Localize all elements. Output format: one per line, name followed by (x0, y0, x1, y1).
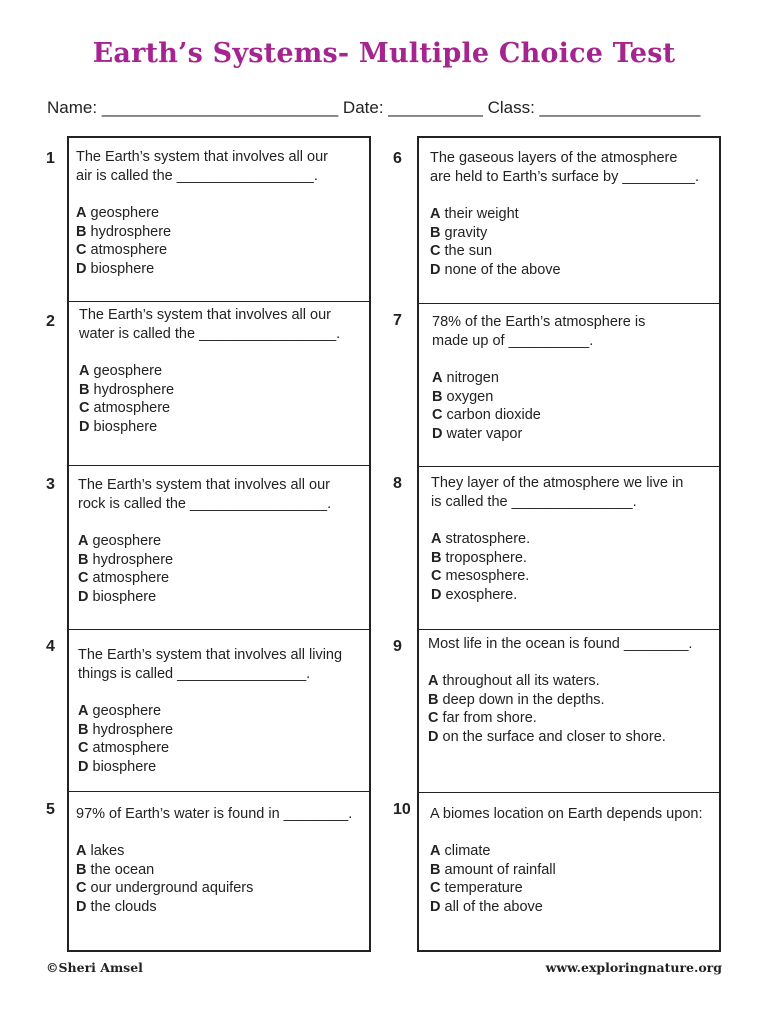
option-letter: B (76, 861, 87, 878)
option-text: geosphere (89, 363, 163, 379)
option-text: stratosphere. (441, 531, 531, 547)
option-letter: D (430, 261, 441, 278)
answer-option-d[interactable] (430, 261, 561, 280)
option-text: exosphere. (441, 586, 518, 603)
option-text: biosphere (89, 418, 158, 435)
answer-options (431, 530, 530, 604)
question-text (79, 306, 340, 344)
option-letter: C (76, 880, 87, 897)
option-letter: C (428, 710, 439, 727)
option-letter: A (78, 703, 89, 719)
option-letter: B (431, 549, 442, 566)
option-text: carbon dioxide (442, 407, 541, 424)
option-text: geosphere (88, 533, 162, 549)
answer-option-b[interactable] (78, 551, 173, 570)
option-letter: C (432, 407, 443, 424)
answer-options (79, 362, 174, 436)
option-letter: D (79, 418, 90, 435)
question-line: water is called the _________________. (79, 326, 341, 342)
option-text: on the surface and closer to shore. (438, 728, 666, 745)
answer-option-b[interactable] (78, 721, 173, 740)
question-line: is called the _______________. (431, 494, 637, 510)
answer-option-b[interactable] (76, 223, 171, 242)
option-letter: B (76, 223, 87, 240)
option-letter: A (430, 843, 441, 859)
option-text: the sun (440, 243, 493, 260)
answer-option-a[interactable] (431, 530, 530, 549)
option-text: geosphere (86, 205, 160, 221)
option-letter: A (431, 531, 442, 547)
answer-option-c[interactable] (78, 739, 173, 758)
date-blank[interactable]: __________ (388, 98, 483, 117)
question-number: 3 (46, 476, 55, 493)
option-letter: A (428, 673, 439, 689)
page-title: Earth’s Systems- Multiple Choice Test (92, 38, 676, 69)
option-letter: C (431, 568, 442, 585)
question-divider (417, 466, 721, 467)
option-text: all of the above (440, 898, 543, 915)
question-number: 8 (393, 475, 402, 492)
question-line: The Earth’s system that involves all our (79, 307, 331, 323)
question-line: The Earth’s system that involves all our (76, 149, 328, 165)
option-text: nitrogen (442, 370, 499, 386)
answer-option-d[interactable] (430, 898, 556, 917)
question-text (430, 149, 699, 187)
option-text: none of the above (440, 261, 561, 278)
answer-options (78, 532, 173, 606)
option-text: atmosphere (88, 740, 170, 757)
option-letter: A (76, 843, 87, 859)
option-text: the clouds (86, 898, 157, 915)
answer-option-b[interactable] (430, 861, 556, 880)
option-letter: C (78, 740, 89, 757)
question-text (432, 313, 645, 351)
question-divider (417, 792, 721, 793)
option-letter: A (430, 206, 441, 222)
option-text: geosphere (88, 703, 162, 719)
question-text (431, 474, 683, 512)
answer-option-a[interactable] (78, 532, 173, 551)
option-letter: B (79, 381, 90, 398)
question-line: air is called the _________________. (76, 168, 318, 184)
option-letter: D (76, 260, 87, 277)
answer-option-d[interactable] (76, 898, 253, 917)
option-text: mesosphere. (441, 568, 530, 585)
answer-option-d[interactable] (78, 758, 173, 777)
option-text: hydrosphere (88, 551, 174, 568)
copyright-text: ©Sheri Amsel (46, 960, 143, 975)
answer-option-d[interactable] (79, 418, 174, 437)
option-letter: D (428, 728, 439, 745)
option-text: biosphere (86, 260, 155, 277)
answer-options (430, 842, 556, 916)
answer-option-d[interactable] (76, 260, 171, 279)
answer-option-a[interactable] (428, 672, 666, 691)
question-line: 97% of Earth’s water is found in ________. (76, 806, 353, 822)
question-number: 7 (393, 312, 402, 329)
class-blank[interactable]: _________________ (539, 98, 701, 117)
answer-option-d[interactable] (78, 588, 173, 607)
answer-option-d[interactable] (428, 728, 666, 747)
answer-option-a[interactable] (430, 842, 556, 861)
option-letter: C (430, 880, 441, 897)
option-text: water vapor (442, 425, 523, 442)
answer-option-d[interactable] (431, 586, 530, 605)
question-text (78, 646, 342, 684)
answer-options (76, 204, 171, 278)
student-info-bar (47, 98, 727, 118)
option-letter: D (431, 586, 442, 603)
question-text (76, 148, 328, 186)
question-text (430, 805, 702, 824)
option-text: atmosphere (86, 242, 168, 259)
answer-option-c[interactable] (430, 879, 556, 898)
answer-option-c[interactable] (432, 406, 541, 425)
name-blank[interactable]: _________________________ (101, 98, 339, 117)
answer-option-a[interactable] (76, 204, 171, 223)
option-letter: D (78, 588, 89, 605)
option-letter: D (76, 898, 87, 915)
option-text: hydrosphere (86, 223, 172, 240)
answer-option-a[interactable] (432, 369, 541, 388)
option-text: atmosphere (88, 570, 170, 587)
option-letter: C (430, 243, 441, 260)
answer-option-c[interactable] (76, 879, 253, 898)
question-divider (67, 301, 371, 302)
option-text: the ocean (86, 861, 155, 878)
option-text: troposphere. (441, 549, 527, 566)
option-letter: B (432, 388, 443, 405)
question-divider (67, 629, 371, 630)
option-letter: A (78, 533, 89, 549)
question-text (428, 635, 692, 654)
option-text: atmosphere (89, 400, 171, 417)
answer-options (432, 369, 541, 443)
answer-option-b[interactable] (430, 224, 561, 243)
question-number: 10 (393, 801, 411, 818)
answer-option-b[interactable] (79, 381, 174, 400)
answer-option-a[interactable] (76, 842, 253, 861)
option-text: climate (440, 843, 491, 859)
answer-option-b[interactable] (432, 388, 541, 407)
option-letter: C (78, 570, 89, 587)
option-text: oxygen (442, 388, 494, 405)
question-line: things is called ________________. (78, 666, 311, 682)
option-text: hydrosphere (89, 381, 175, 398)
option-letter: A (432, 370, 443, 386)
class-label: Class: (487, 98, 535, 117)
question-divider (417, 303, 721, 304)
question-line: made up of __________. (432, 333, 594, 349)
option-text: biosphere (88, 588, 157, 605)
question-line: They layer of the atmosphere we live in (431, 475, 684, 491)
option-letter: B (78, 551, 89, 568)
option-letter: B (430, 224, 441, 241)
answer-option-c[interactable] (78, 569, 173, 588)
question-line: are held to Earth’s surface by _________. (430, 169, 699, 185)
question-text (78, 476, 331, 514)
answer-option-b[interactable] (431, 549, 530, 568)
option-text: temperature (440, 880, 523, 897)
answer-option-c[interactable] (79, 399, 174, 418)
option-letter: B (78, 721, 89, 738)
answer-option-b[interactable] (428, 691, 666, 710)
question-number: 5 (46, 801, 55, 818)
question-divider (417, 629, 721, 630)
option-text: lakes (86, 843, 125, 859)
question-text (76, 805, 352, 824)
option-letter: C (76, 242, 87, 259)
option-text: hydrosphere (88, 721, 174, 738)
answer-option-a[interactable] (78, 702, 173, 721)
answer-options (78, 702, 173, 776)
option-letter: C (79, 400, 90, 417)
option-text: their weight (440, 206, 519, 222)
question-divider (67, 465, 371, 466)
question-line: The Earth’s system that involves all living (78, 647, 343, 663)
answer-option-a[interactable] (430, 205, 561, 224)
question-line: The gaseous layers of the atmosphere (430, 150, 678, 166)
question-number: 4 (46, 638, 55, 655)
option-text: gravity (440, 224, 488, 241)
answer-option-c[interactable] (430, 242, 561, 261)
option-letter: A (79, 363, 90, 379)
answer-options (430, 205, 561, 279)
option-letter: D (78, 758, 89, 775)
option-letter: A (76, 205, 87, 221)
question-line: Most life in the ocean is found ________. (428, 636, 693, 652)
option-letter: B (430, 861, 441, 878)
option-text: amount of rainfall (440, 861, 556, 878)
option-text: throughout all its waters. (438, 673, 600, 689)
name-label: Name: (47, 98, 98, 117)
question-line: 78% of the Earth’s atmosphere is (432, 314, 646, 330)
option-letter: D (432, 425, 443, 442)
question-line: A biomes location on Earth depends upon: (430, 806, 703, 822)
date-label: Date: (342, 98, 384, 117)
option-text: our underground aquifers (86, 880, 254, 897)
option-letter: B (428, 691, 439, 708)
website-url: www.exploringnature.org (545, 960, 722, 975)
question-line: rock is called the _________________. (78, 496, 332, 512)
question-number: 6 (393, 150, 402, 167)
option-text: biosphere (88, 758, 157, 775)
option-text: deep down in the depths. (438, 691, 605, 708)
option-text: far from shore. (438, 710, 537, 727)
question-number: 2 (46, 313, 55, 330)
answer-option-c[interactable] (428, 709, 666, 728)
question-number: 1 (46, 150, 55, 167)
answer-option-a[interactable] (79, 362, 174, 381)
answer-options (428, 672, 666, 746)
question-line: The Earth’s system that involves all our (78, 477, 330, 493)
answer-option-c[interactable] (431, 567, 530, 586)
option-letter: D (430, 898, 441, 915)
answer-option-c[interactable] (76, 241, 171, 260)
question-divider (67, 791, 371, 792)
question-number: 9 (393, 638, 402, 655)
answer-option-b[interactable] (76, 861, 253, 880)
answer-option-d[interactable] (432, 425, 541, 444)
answer-options (76, 842, 253, 916)
